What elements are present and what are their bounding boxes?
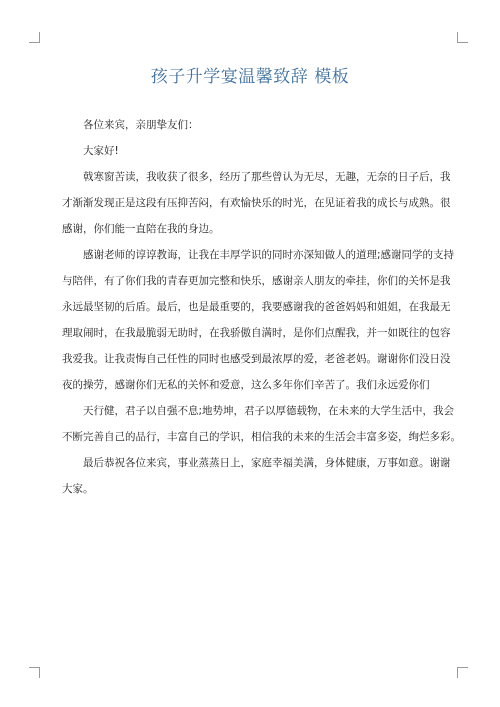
- paragraph-gratitude-intro: [62, 164, 451, 242]
- paragraph-line: 感谢，你们能一直陪在我的身边。: [62, 223, 220, 235]
- page-corner-mark-bottom-right: [457, 667, 468, 678]
- page-corner-mark-bottom-left: [29, 667, 40, 678]
- paragraph-line: 永远最坚韧的后盾。最后，也是最重要的，我要感谢我的爸爸妈妈和姐姐，在我最无: [62, 301, 451, 313]
- page-corner-mark-top-left: [29, 32, 40, 43]
- paragraph-closing-wishes: [62, 450, 451, 502]
- paragraph-line: 理取闹时，在我最脆弱无助时，在我骄傲自满时，是你们点醒我，并一如既往的包容: [62, 327, 451, 339]
- document-body: [62, 112, 461, 502]
- salutation-line: 大家好!: [83, 145, 119, 157]
- paragraph-line: 天行健，君子以自强不息;地势坤，君子以厚德载物，在未来的大学生活中，我会: [83, 405, 455, 417]
- paragraph-line: 感谢老师的谆谆教诲，让我在丰厚学识的同时亦深知做人的道理;感谢同学的支持: [83, 249, 455, 261]
- document-title: 孩子升学宴温馨致辞 模板: [150, 67, 350, 87]
- paragraph-line: 最后恭祝各位来宾，事业蒸蒸日上，家庭幸福美满，身体健康，万事如意。谢谢: [83, 457, 451, 469]
- paragraph-thanks-teachers-family: [62, 242, 455, 398]
- page-corner-mark-top-right: [457, 32, 468, 43]
- paragraph-line: 大家。: [62, 483, 94, 495]
- paragraph-line: 戟寒窗苦读，我收获了很多，经历了那些曾认为无尽，无趣，无奈的日子后，我: [83, 171, 451, 183]
- paragraph-line: 与陪伴，有了你们我的青春更加完整和快乐，感谢亲人朋友的牵挂，你们的关怀是我: [62, 275, 451, 287]
- paragraph-future-resolve: [62, 398, 461, 450]
- greeting-line: 各位来宾，亲朋挚友们：: [83, 119, 199, 131]
- paragraph-line: 才渐渐发现正是这段有压抑苦闷，有欢愉快乐的时光，在见证着我的成长与成熟。很: [62, 197, 451, 209]
- paragraph-line: 夜的操劳，感谢你们无私的关怀和爱意，这么多年你们辛苦了。我们永远爱你们: [62, 379, 430, 391]
- paragraph-line: 我爱我。让我责悔自己任性的同时也感受到最浓厚的爱，老爸老妈。谢谢你们没日没: [62, 353, 451, 365]
- paragraph-line: 不断完善自己的品行，丰富自己的学识，相信我的未来的生活会丰富多姿，绚烂多彩。: [62, 431, 461, 443]
